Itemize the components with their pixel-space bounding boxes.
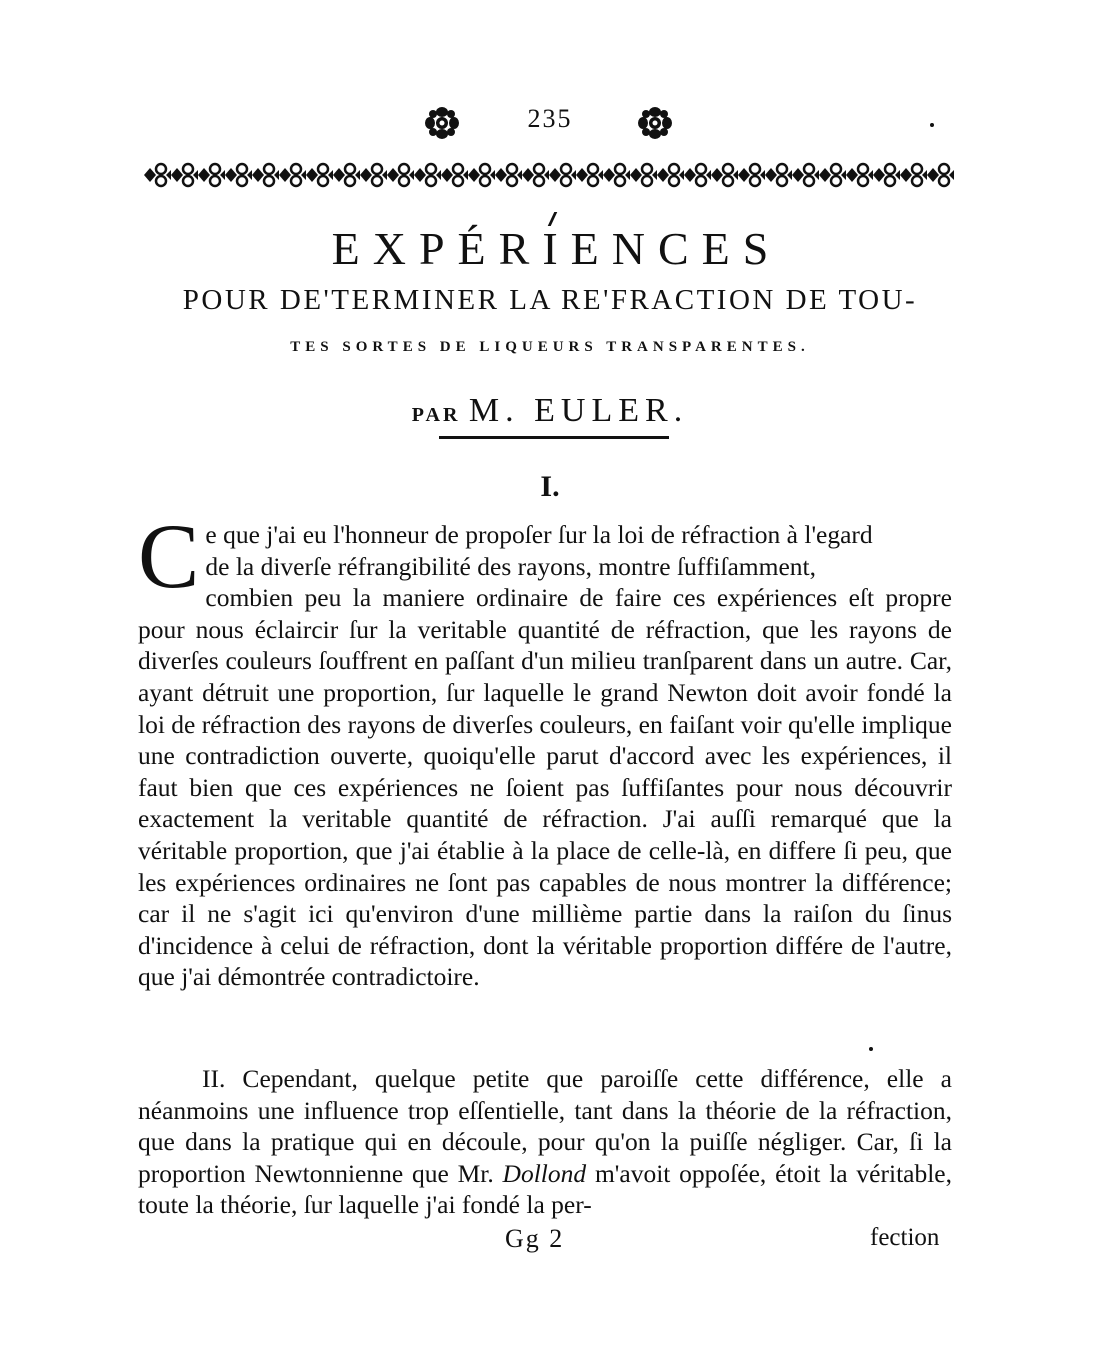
- section-number: I.: [540, 470, 560, 503]
- paragraph-1-second-line: de la diverſe réfrangibilité des rayons, montre ſuffiſamment,: [205, 551, 816, 581]
- title-rule: [439, 436, 669, 439]
- flower-ornament-icon: [637, 106, 673, 140]
- byline-par: PAR: [411, 404, 461, 426]
- print-speck: [869, 1047, 873, 1051]
- subtitle-line-2: TES SORTES DE LIQUEURS TRANSPARENTES.: [290, 339, 810, 355]
- subtitle-line-1: POUR DE'TERMINER LA RE'FRACTION DE TOU-: [182, 284, 918, 316]
- author-name: M. EULER.: [468, 392, 689, 429]
- paragraph-2-body: II. Cependant, quelque petite que paroiſſe cette différence, elle a néanmoins une influence trop eſſentielle, tant dans la théorie de la réfraction, que dans la pratique qui en découle, pour qu'on la puiſſe négliger. Car, ſi la proportion Newtonnienne que Mr.: [138, 1064, 952, 1188]
- page-title: EXPÉRIENCES: [331, 223, 782, 274]
- paragraph-1-lead: e que j'ai eu l'honneur de propoſer ſur la loi de réfraction à l'egard: [205, 520, 873, 549]
- paragraph-2-body-end: m'avoit oppoſée, étoit la véritable, toute la théorie, ſur laquelle j'ai fondé la per-: [138, 1158, 952, 1220]
- page-number: 235: [527, 104, 573, 133]
- page-header: [0, 98, 1100, 148]
- paragraph-2: [138, 1063, 952, 1221]
- decorative-border-icon: [140, 158, 960, 192]
- flower-ornament-icon: [424, 106, 460, 140]
- signature-mark: Gg 2: [505, 1224, 565, 1253]
- author-byline: [0, 392, 1100, 430]
- catchword: fection: [870, 1224, 940, 1251]
- drop-cap: C: [138, 505, 200, 607]
- paragraph-2-italic-name: Dollond: [502, 1158, 587, 1188]
- print-speck: [930, 123, 934, 127]
- paragraph-1-body: combien peu la maniere ordinaire de faire ces expériences eſt propre pour nous éclaircir ſur la veritable quantité de réfraction, que les rayons de diverſes couleurs ſouffrent en paſſant d'un milieu tranſparent dans un autre. Car, ayant détruit une proportion, ſur laquelle le grand Newton doit avoir fondé la loi de réfraction des rayons de diverſes couleurs, en faiſant voir qu'elle implique une contradiction ouverte, quoiqu'elle parut d'accord avec les expériences, il faut bien que ces expériences ne ſoient pas ſuffiſantes pour nous découvrir exactement la veritable quantité de réfraction. J'ai auſſi remarqué que la véritable proportion, que j'ai établie à la place de celle-là, en differe ſi peu, que les expériences ordinaires ne ſont pas capables de nous montrer la différence; car il ne s'agit ici qu'environ d'une millième partie dans la raiſon du ſinus d'incidence à celui de réfraction, dont la véritable proportion différe de l'autre, que j'ai démontrée contradictoire.: [138, 583, 952, 992]
- paragraph-1: [138, 505, 952, 993]
